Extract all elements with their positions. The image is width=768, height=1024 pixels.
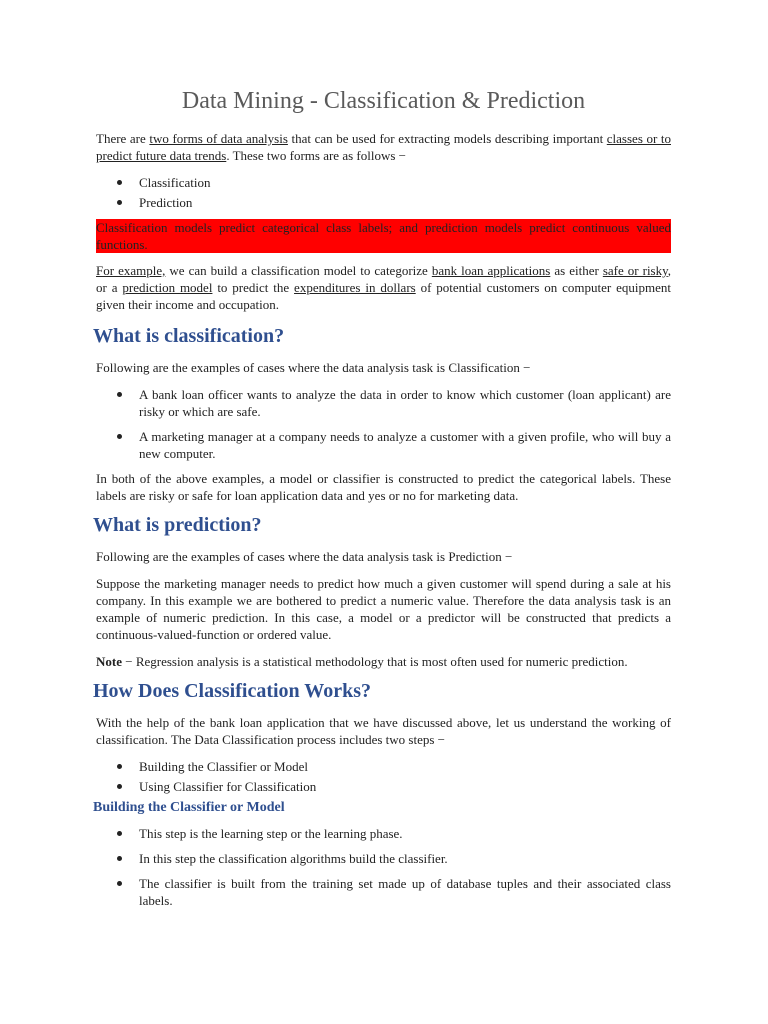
list-item-text: Building the Classifier or Model [139,759,308,774]
intro-text: . These two forms are as follows − [226,148,406,163]
intro-underlined-text: classes or to predict future data trends [96,131,671,163]
how-lead: With the help of the bank loan application that we have discussed above, let us understand the working of classification. The Data Classification process includes two steps − [96,715,671,747]
bullet-icon [117,434,122,439]
list-item [96,758,671,775]
list-item-text: Classification [139,175,211,190]
note-label: Note [96,654,122,669]
example-underlined-text: expenditures in dollars [294,280,416,295]
list-item-text: A bank loan officer wants to analyze the data in order to know which customer (loan applicant) are risky or which are safe. [139,387,671,419]
prediction-body: Suppose the marketing manager needs to predict how much a given customer will spend during a sale at his company. In this example we are bothered to predict a numeric value. Therefore the data analysis task is an example of numeric prediction. In this case, a model or a predictor will be constructed that predicts a continuous-valued-function or ordered value. [96,576,671,642]
forms-list [96,174,671,211]
list-item-text: The classifier is built from the training set made up of database tuples and their associated class labels. [139,876,671,908]
note-text: − Regression analysis is a statistical methodology that is most often used for numeric prediction. [122,654,628,669]
bullet-icon [117,180,122,185]
bullet-icon [117,764,122,769]
prediction-lead: Following are the examples of cases where the data analysis task is Prediction − [96,549,513,564]
bullet-icon [117,856,122,861]
list-item [96,778,671,795]
example-underlined-text: safe or risky [602,263,668,278]
example-paragraph [96,262,671,313]
classification-lead: Following are the examples of cases where the data analysis task is Classification − [96,360,531,375]
example-underlined-text: bank loan applications [431,263,551,278]
list-item-text: Using Classifier for Classification [139,779,317,794]
bullet-icon [117,200,122,205]
subheading-building: Building the Classifier or Model [93,800,285,815]
intro-underlined-text: two forms of data analysis [149,131,288,146]
list-item-text: Prediction [139,195,193,210]
bullet-icon [117,831,122,836]
classification-summary: In both of the above examples, a model or classifier is constructed to predict the categorical labels. These labels are risky or safe for loan application data and yes or no for marketing data. [96,471,671,503]
intro-paragraph [96,130,671,164]
classification-list [96,386,671,462]
prediction-note [96,653,671,670]
bullet-icon [117,392,122,397]
list-item [96,875,671,909]
example-text: , or a [96,263,672,295]
example-text: of potential customers on computer equipment given their income and occupation. [96,280,671,312]
example-text: to predict the [212,280,295,295]
list-item [96,174,671,191]
list-item [96,428,671,462]
page-title: Data Mining - Classification & Prediction [181,88,586,114]
intro-text: that can be used for extracting models describing important [287,131,607,146]
section-heading-how: How Does Classification Works? [93,680,371,702]
building-list [96,825,671,909]
list-item-text: This step is the learning step or the learning phase. [139,826,403,841]
section-heading-classification: What is classification? [93,325,285,347]
example-text: we can build a classification model to categorize [165,263,432,278]
intro-text: There are [96,131,150,146]
example-text: as either [550,263,603,278]
document-content [93,86,672,917]
highlighted-definition: Classification models predict categorical class labels; and prediction models predict continuous valued functions. [96,220,671,252]
steps-list [96,758,671,795]
list-item [96,850,671,867]
example-underlined-text: prediction model [122,280,213,295]
example-underlined-text: For example, [96,263,166,278]
bullet-icon [117,881,122,886]
list-item [96,825,671,842]
list-item [96,386,671,420]
bullet-icon [117,784,122,789]
list-item-text: A marketing manager at a company needs to analyze a customer with a given profile, who will buy a new computer. [139,429,671,461]
list-item [96,194,671,211]
list-item-text: In this step the classification algorithms build the classifier. [139,851,448,866]
section-heading-prediction: What is prediction? [93,514,262,536]
